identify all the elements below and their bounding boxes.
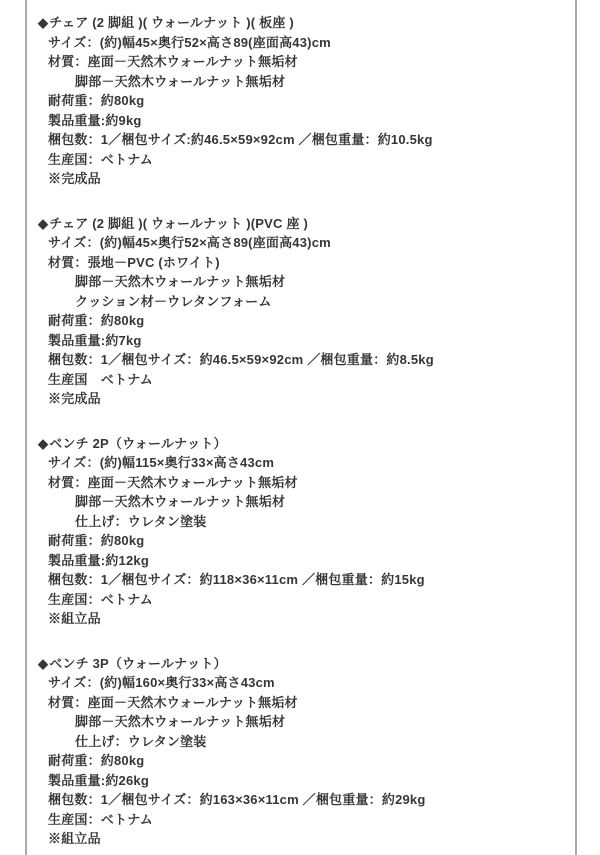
spec-line: 耐荷重：約80kg xyxy=(48,93,145,108)
spec-line: サイズ：(約)幅115×奥行33×高さ43cm xyxy=(48,455,275,470)
spec-line: 耐荷重：約80kg xyxy=(48,753,145,768)
spec-line: 生産国：ベトナム xyxy=(48,151,153,167)
spec-line: 耐荷重：約80kg xyxy=(48,313,145,328)
product-spec-section xyxy=(38,654,575,849)
diamond-bullet-icon: ◆ xyxy=(38,655,49,671)
product-spec-section xyxy=(38,434,575,629)
spec-line: ※組立品 xyxy=(48,611,101,626)
section-title xyxy=(38,13,575,33)
spec-line: サイズ：(約)幅45×奥行52×高さ89(座面高43)cm xyxy=(48,34,331,50)
section-title-text: ベンチ 3P（ウォールナット） xyxy=(49,655,227,671)
spec-line: 耐荷重：約80kg xyxy=(48,533,145,548)
spec-line: 脚部－天然木ウォールナット無垢材 xyxy=(75,494,286,509)
spec-line: 材質：張地－PVC (ホワイト) xyxy=(48,254,220,270)
spec-line: クッション材－ウレタンフォーム xyxy=(75,293,272,309)
spec-line: 生産国：ベトナム xyxy=(48,591,153,607)
spec-line: 脚部－天然木ウォールナット無垢材 xyxy=(75,73,286,89)
spec-line: 梱包数：1／梱包サイズ:約46.5×59×92cm ／梱包重量：約10.5kg xyxy=(48,132,433,147)
diamond-bullet-icon: ◆ xyxy=(38,15,49,30)
spec-line: 脚部－天然木ウォールナット無垢材 xyxy=(75,714,286,729)
spec-line: 製品重量:約7kg xyxy=(48,332,142,348)
section-title-text: ベンチ 2P（ウォールナット） xyxy=(49,435,227,451)
spec-line: 製品重量:約12kg xyxy=(48,552,149,568)
spec-line: 材質：座面－天然木ウォールナット無垢材 xyxy=(48,474,298,490)
section-title xyxy=(38,434,575,454)
spec-line: 梱包数：1／梱包サイズ：約163×36×11cm ／梱包重量：約29kg xyxy=(48,792,426,807)
spec-line: 製品重量:約9kg xyxy=(48,112,142,128)
spec-line: 製品重量:約26kg xyxy=(48,772,149,788)
spec-line: ※完成品 xyxy=(48,171,101,186)
spec-line: 脚部－天然木ウォールナット無垢材 xyxy=(75,274,286,289)
product-spec-sheet xyxy=(25,0,577,855)
spec-line: 仕上げ：ウレタン塗装 xyxy=(75,733,207,749)
spec-line: 梱包数：1／梱包サイズ：約118×36×11cm ／梱包重量：約15kg xyxy=(48,572,425,587)
spec-line: サイズ：(約)幅45×奥行52×高さ89(座面高43)cm xyxy=(48,235,331,250)
spec-line: 仕上げ：ウレタン塗装 xyxy=(75,513,207,529)
product-spec-section xyxy=(38,13,575,189)
section-title-text: チェア (2 脚組 )( ウォールナット )(PVC 座 ) xyxy=(49,215,308,231)
product-spec-section xyxy=(38,214,575,409)
diamond-bullet-icon: ◆ xyxy=(38,435,49,451)
spec-line: 生産国 ベトナム xyxy=(48,371,153,387)
spec-line: ※完成品 xyxy=(48,391,101,406)
section-title-text: チェア (2 脚組 )( ウォールナット )( 板座 ) xyxy=(49,15,294,30)
diamond-bullet-icon: ◆ xyxy=(38,215,49,231)
spec-line: 梱包数：1／梱包サイズ：約46.5×59×92cm ／梱包重量：約8.5kg xyxy=(48,352,434,367)
spec-line: ※組立品 xyxy=(48,831,101,846)
section-title xyxy=(38,214,575,234)
spec-line: 生産国：ベトナム xyxy=(48,811,153,827)
spec-line: 材質：座面－天然木ウォールナット無垢材 xyxy=(48,54,298,69)
section-title xyxy=(38,654,575,674)
spec-line: サイズ：(約)幅160×奥行33×高さ43cm xyxy=(48,675,275,690)
spec-line: 材質：座面－天然木ウォールナット無垢材 xyxy=(48,694,298,710)
